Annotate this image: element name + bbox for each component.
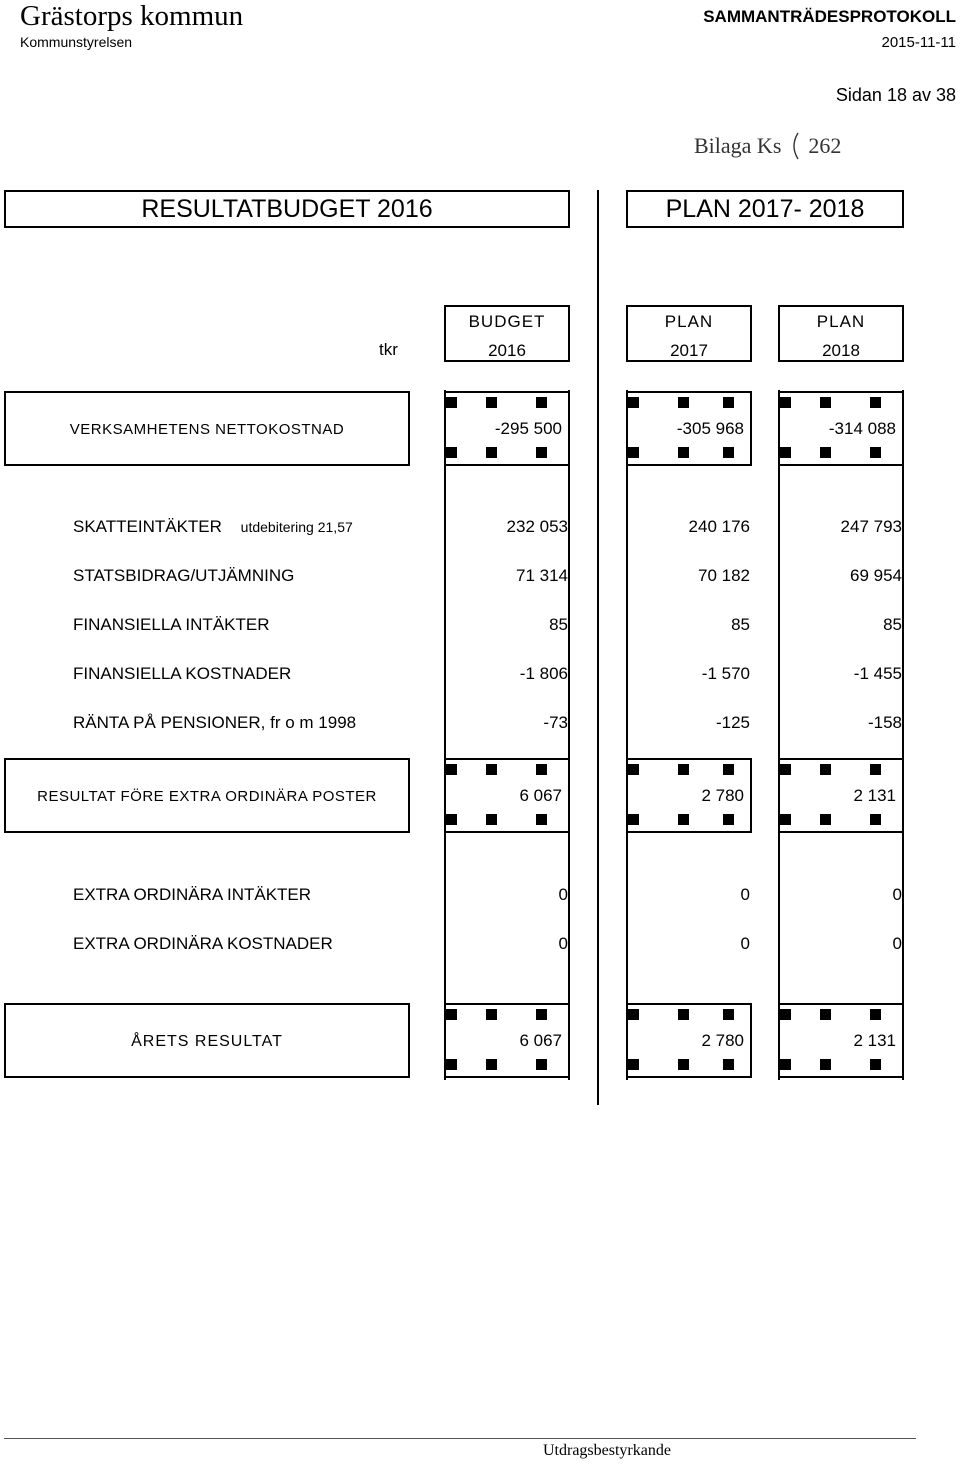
row-stats-label: STATSBIDRAG/UTJÄMNING: [73, 566, 295, 585]
attachment-label: Bilaga Ks: [694, 133, 782, 158]
value: 2 780: [701, 785, 744, 805]
section-sign-icon: [787, 132, 803, 160]
row-netto-label: VERKSAMHETENS NETTOKOSTNAD: [69, 421, 345, 438]
row-skatt-2017: 240 176: [688, 517, 750, 536]
value: 2 131: [853, 1030, 896, 1050]
col-rule-right-3: [902, 390, 904, 1080]
row-fin-int-2018: 85: [883, 615, 902, 634]
meeting-date: 2015-11-11: [881, 34, 956, 51]
row-arets-label-box: [4, 1003, 410, 1078]
row-ranta-2017: -125: [715, 713, 750, 732]
row-ranta-2016: -73: [543, 713, 568, 732]
row-stats-2018: 69 954: [850, 566, 902, 585]
row-extra-kost-2018: 0: [892, 934, 902, 953]
title-resultatbudget: RESULTATBUDGET 2016: [4, 190, 570, 228]
value: 6 067: [519, 785, 562, 805]
col-rule-left-2: [626, 390, 628, 1080]
col-header-top: BUDGET: [468, 312, 546, 331]
col-rule-left-3: [778, 390, 780, 1080]
vertical-divider: [597, 190, 599, 1105]
col-rule-left-1: [444, 390, 446, 1080]
row-extra-kost-2016: 0: [558, 934, 568, 953]
row-arets-cell-2016: [444, 1003, 570, 1078]
org-name: Grästorps kommun: [20, 0, 244, 32]
col-rule-right-1: [568, 390, 570, 1080]
footer-rule: [4, 1438, 916, 1439]
row-fin-kost-2017: -1 570: [701, 664, 750, 683]
col-header-top: PLAN: [816, 312, 866, 331]
row-res-fore-cell-2017: [626, 758, 752, 833]
department: Kommunstyrelsen: [20, 34, 133, 50]
col-header-bottom: 2017: [670, 341, 708, 360]
row-res-fore-cell-2016: [444, 758, 570, 833]
row-fin-int-2017: 85: [731, 615, 750, 634]
row-ranta-label: RÄNTA PÅ PENSIONER, fr o m 1998: [73, 713, 357, 732]
row-res-fore-label-box: [4, 758, 410, 833]
row-extra-int-2017: 0: [740, 885, 750, 904]
col-header-plan-2018: [778, 305, 904, 362]
row-extra-kost-label: EXTRA ORDINÄRA KOSTNADER: [73, 934, 333, 953]
row-fin-kost-label: FINANSIELLA KOSTNADER: [73, 664, 292, 683]
row-netto-cell-2018: [778, 391, 904, 466]
value: 2 780: [701, 1030, 744, 1050]
row-skatt-2018: 247 793: [840, 517, 902, 536]
col-header-bottom: 2018: [822, 341, 860, 360]
row-netto-cell-2017: [626, 391, 752, 466]
row-res-fore-label: RESULTAT FÖRE EXTRA ORDINÄRA POSTER: [37, 788, 377, 805]
row-skatt-note: utdebitering 21,57: [240, 519, 353, 535]
value: -295 500: [494, 418, 562, 438]
row-extra-int-2016: 0: [558, 885, 568, 904]
row-arets-cell-2018: [778, 1003, 904, 1078]
value: -314 088: [828, 418, 896, 438]
value: -305 968: [676, 418, 744, 438]
col-header-budget-2016: [444, 305, 570, 362]
attachment-ref: [694, 132, 841, 160]
col-header-plan-2017: [626, 305, 752, 362]
row-skatt-label: [73, 517, 353, 537]
row-netto-label-box: [4, 391, 410, 466]
col-header-bottom: 2016: [488, 341, 526, 360]
row-arets-label: ÅRETS RESULTAT: [131, 1033, 283, 1050]
row-fin-int-2016: 85: [549, 615, 568, 634]
attachment-number: 262: [808, 133, 842, 158]
value: 2 131: [853, 785, 896, 805]
row-netto-cell-2016: [444, 391, 570, 466]
row-arets-cell-2017: [626, 1003, 752, 1078]
row-fin-kost-2016: -1 806: [519, 664, 568, 683]
col-header-top: PLAN: [664, 312, 714, 331]
row-skatt-2016: 232 053: [506, 517, 568, 536]
row-skatt-label-text: SKATTEINTÄKTER: [73, 517, 222, 536]
row-extra-int-2018: 0: [892, 885, 902, 904]
row-stats-2016: 71 314: [516, 566, 568, 585]
value: 6 067: [519, 1030, 562, 1050]
row-fin-kost-2018: -1 455: [853, 664, 902, 683]
title-plan: PLAN 2017- 2018: [626, 190, 904, 228]
row-extra-int-label: EXTRA ORDINÄRA INTÄKTER: [73, 885, 312, 904]
page-number: Sidan 18 av 38: [835, 85, 956, 105]
row-res-fore-cell-2018: [778, 758, 904, 833]
footer-certification: Utdragsbestyrkande: [543, 1442, 671, 1459]
doc-type: SAMMANTRÄDESPROTOKOLL: [703, 7, 956, 26]
row-stats-2017: 70 182: [698, 566, 750, 585]
row-fin-int-label: FINANSIELLA INTÄKTER: [73, 615, 270, 634]
row-extra-kost-2017: 0: [740, 934, 750, 953]
unit-label: tkr: [379, 340, 398, 359]
row-ranta-2018: -158: [867, 713, 902, 732]
